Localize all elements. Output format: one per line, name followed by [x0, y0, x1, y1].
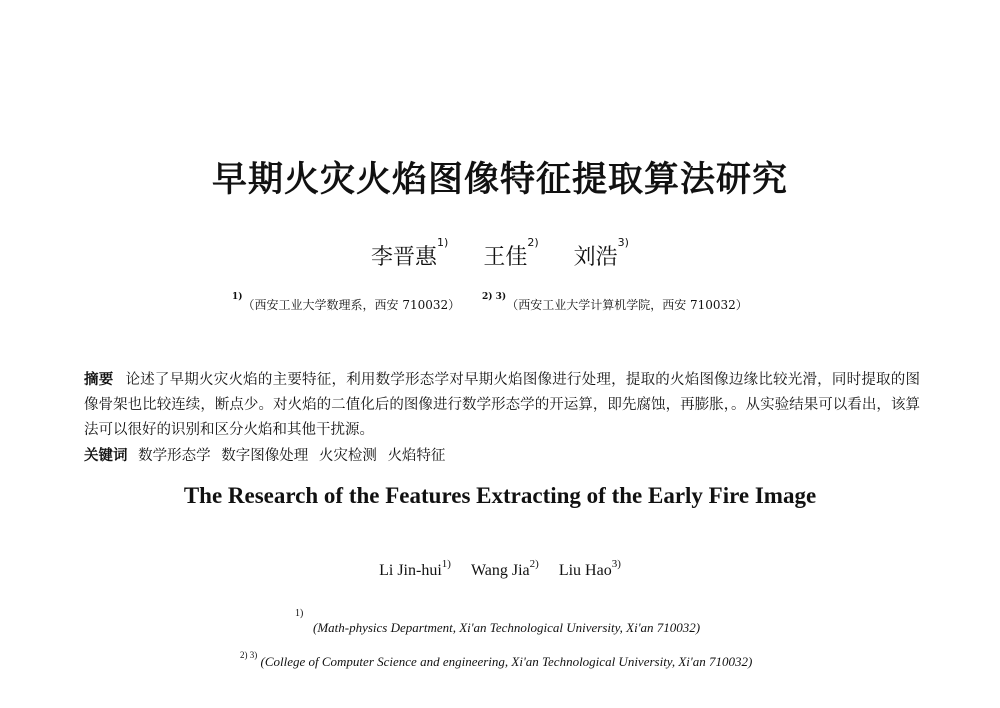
- author-name: 王佳: [483, 245, 528, 270]
- author-chinese: [483, 236, 539, 270]
- author-chinese: [371, 236, 449, 270]
- affiliation-chinese-1: [232, 292, 461, 313]
- keyword: 数字图像处理: [221, 448, 309, 464]
- author-list-english: [0, 558, 1000, 580]
- author-english: [558, 558, 621, 579]
- keyword: 数学形态学: [138, 448, 211, 464]
- author-mark: 2): [527, 236, 539, 249]
- author-chinese: [573, 236, 629, 270]
- author-mark: 1): [441, 558, 451, 570]
- affiliation-text: (Math-physics Department, Xi'an Technological University, Xi'an 710032): [313, 620, 701, 635]
- author-name: Wang Jia: [470, 562, 530, 579]
- keyword: 火焰特征: [387, 448, 446, 464]
- author-mark: 2): [529, 558, 539, 570]
- author-list-chinese: [0, 236, 1000, 271]
- keywords-label: 关键词: [84, 448, 128, 464]
- affiliation-text: （西安工业大学计算机学院，西安 710032）: [506, 298, 748, 312]
- abstract-label: 摘要: [84, 372, 114, 388]
- paper-title-english: The Research of the Features Extracting of the Early Fire Image: [183, 483, 817, 508]
- author-english: [470, 558, 539, 579]
- affiliation-mark: 1): [232, 292, 243, 302]
- abstract-text: 论述了早期火灾火焰的主要特征，利用数学形态学对早期火焰图像进行处理，提取的火焰图像边缘比较光滑，同时提取的图像骨架也比较连续，断点少。对火焰的二值化后的图像进行数学形态学的开运算，即先腐蚀，再膨胀，。从实验结果可以看出，该算法可以很好的识别和区分火焰和其他干扰源。: [84, 372, 920, 438]
- paper-title-chinese: 早期火灾火焰图像特征提取算法研究: [211, 160, 788, 200]
- abstract-chinese: [84, 368, 920, 443]
- author-name: Liu Hao: [558, 562, 612, 579]
- author-name: 李晋惠: [371, 245, 438, 270]
- author-mark: 1): [437, 236, 449, 249]
- affiliation-text: (College of Computer Science and engineering, Xi'an Technological University, Xi'an 710032): [260, 654, 753, 669]
- affiliation-chinese-2: [482, 292, 748, 313]
- affiliation-mark: 2) 3): [482, 292, 507, 302]
- keyword: 火灾检测: [318, 448, 377, 464]
- author-name: Li Jin-hui: [379, 562, 442, 579]
- affiliation-text: （西安工业大学数理系，西安 710032）: [242, 298, 461, 312]
- affiliation-english-2: [240, 650, 753, 670]
- affiliation-english-1: [295, 608, 701, 635]
- affiliation-mark: 1): [295, 608, 304, 619]
- author-mark: 3): [611, 558, 621, 570]
- affiliation-mark: 2) 3): [240, 650, 258, 660]
- keywords-chinese: [84, 444, 451, 465]
- author-english: [379, 558, 451, 579]
- author-name: 刘浩: [573, 245, 618, 270]
- author-mark: 3): [617, 236, 629, 249]
